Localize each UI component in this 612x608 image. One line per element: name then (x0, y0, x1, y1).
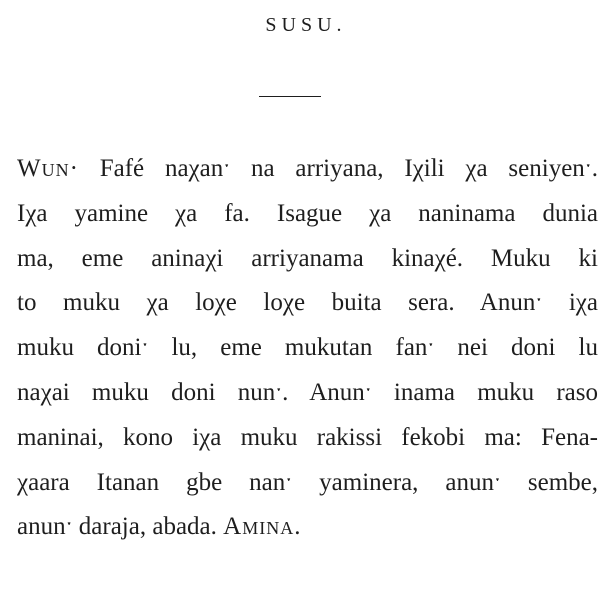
prayer-line-8: χaara Itanan gbe nanˑ yaminera, anunˑ sembe, (17, 468, 598, 496)
prayer-line-1 (17, 147, 598, 192)
page-heading: SUSU. (265, 14, 347, 36)
prayer-line-5: muku doniˑ lu, eme mukutan fanˑ nei doni lu (17, 334, 598, 362)
prayer-line-9-text: anunˑ daraja, abada. (17, 513, 224, 541)
closing-word: Amina. (223, 513, 302, 541)
prayer-line-9 (17, 505, 598, 550)
prayer-line-2: Iχa yamine χa fa. Isague χa naninama dunia (17, 199, 598, 227)
prayer-line-3: ma, eme aninaχi arriyanama kinaχé. Muku ki (17, 244, 598, 272)
prayer-line-4: to muku χa loχe loχe buita sera. Anunˑ iχa (17, 289, 598, 317)
prayer-line-7: maninai, kono iχa muku rakissi fekobi ma: Fena- (17, 423, 598, 451)
opening-word: Wun· (17, 155, 79, 182)
heading-divider (259, 96, 321, 97)
prayer-line-6: naχai muku doni nunˑ. Anunˑ inama muku raso (17, 378, 598, 406)
prayer-text (17, 147, 598, 550)
prayer-line-1-text: Fafé naχanˑ na arriyana, Iχili χa seniyenˑ. (78, 155, 598, 182)
